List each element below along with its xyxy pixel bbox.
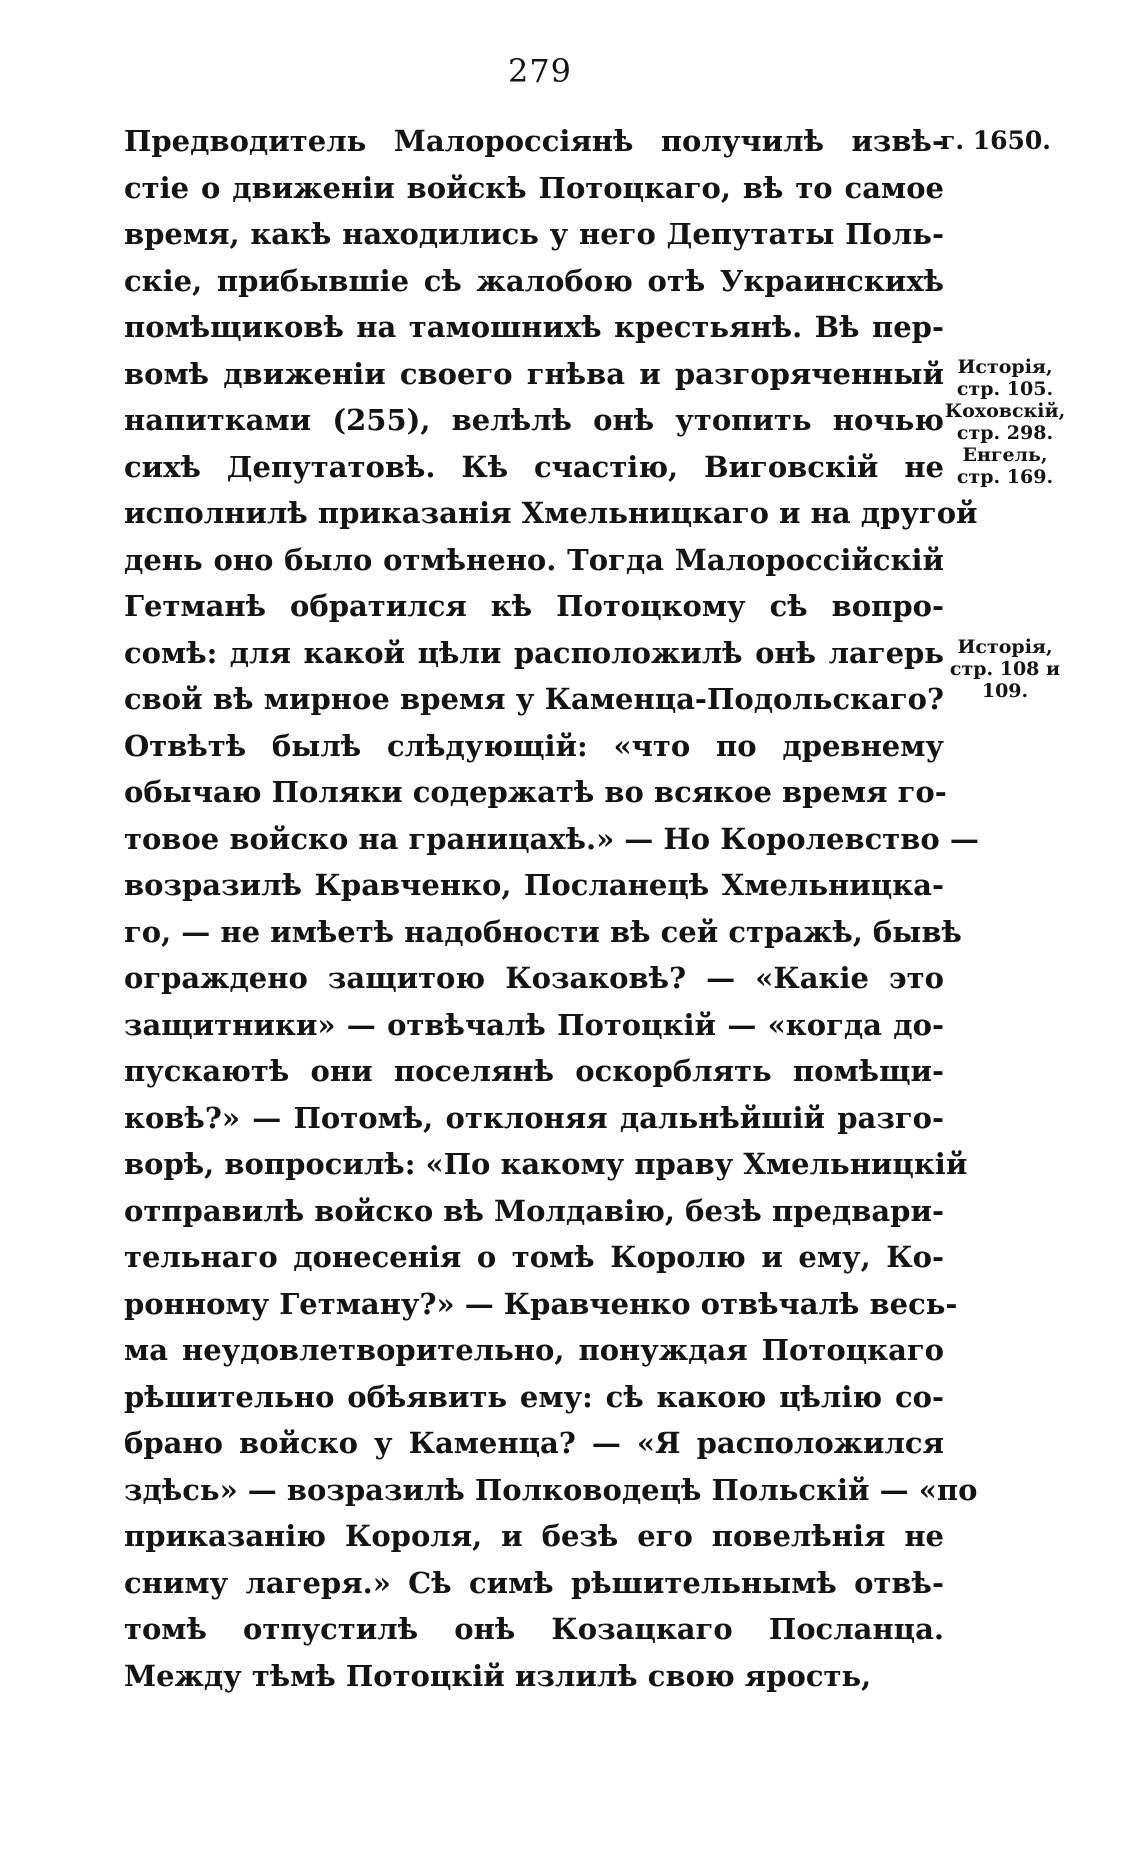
text-line: Гетманѣ обратился кѣ Потоцкому сѣ вопро- bbox=[124, 589, 944, 623]
margin-year: г. 1650. bbox=[940, 126, 1052, 155]
text-line: время, какѣ находились у него Депутаты Поль- bbox=[124, 217, 944, 251]
text-line: помѣщиковѣ на тамошнихѣ крестьянѣ. Вѣ пер- bbox=[124, 310, 944, 344]
text-line: возразилѣ Кравченко, Посланецѣ Хмельницка- bbox=[124, 868, 944, 902]
text-line: товое войско на границахѣ.» — Но Королевство — bbox=[124, 821, 979, 856]
text-line: ковѣ?» — Потомѣ, отклоняя дальнѣйшій разго- bbox=[124, 1100, 944, 1135]
text-line: сихѣ Депутатовѣ. Кѣ счастію, Виговскій не bbox=[124, 449, 944, 484]
margin-ref-line: Енгель, bbox=[962, 444, 1048, 466]
page-number: 279 bbox=[507, 52, 573, 90]
text-line: вомѣ движеніи своего гнѣва и разгоряченный bbox=[124, 356, 944, 391]
text-line: сомѣ: для какой цѣли расположилѣ онѣ лагерь bbox=[124, 635, 944, 670]
text-line: обычаю Поляки содержатѣ во всякое время го- bbox=[124, 775, 947, 809]
body-text bbox=[124, 118, 979, 1699]
text-line: брано войско у Каменца? — «Я расположился bbox=[124, 1426, 944, 1460]
text-line: го, — не имѣетѣ надобности вѣ сей стражѣ, бывѣ bbox=[124, 914, 962, 949]
margin-ref-line: стр. 108 и bbox=[949, 658, 1061, 680]
text-line: рѣшительно обѣявить ему: сѣ какою цѣлію со- bbox=[124, 1379, 944, 1414]
text-line: пускаютѣ они поселянѣ оскорблять помѣщи- bbox=[124, 1054, 944, 1088]
text-line: свой вѣ мирное время у Каменца-Подольскаго? bbox=[124, 682, 944, 716]
text-line: тельнаго донесенія о томѣ Королю и ему, Ко- bbox=[124, 1240, 944, 1274]
text-line: Между тѣмѣ Потоцкій излилѣ свою ярость, bbox=[124, 1658, 872, 1693]
margin-ref-history-2 bbox=[940, 636, 1070, 702]
margin-ref-line: стр. 105. bbox=[956, 378, 1054, 400]
margin-ref-line: Коховскій, bbox=[944, 400, 1066, 422]
text-line: приказанію Короля, и безѣ его повелѣнія не bbox=[124, 1519, 944, 1553]
text-line: скіе, прибывшіе сѣ жалобою отѣ Украинскихѣ bbox=[124, 263, 944, 298]
margin-ref-line: Исторія, bbox=[957, 636, 1053, 658]
text-line: ограждено защитою Козаковѣ? — «Какіе это bbox=[124, 961, 944, 995]
margin-ref-history bbox=[940, 356, 1070, 488]
margin-ref-line: стр. 298. bbox=[956, 422, 1054, 444]
text-line: ворѣ, вопросилѣ: «По какому праву Хмельницкій bbox=[124, 1147, 968, 1181]
text-line: томѣ отпустилѣ онѣ Козацкаго Посланца. bbox=[124, 1612, 944, 1646]
text-line: день оно было отмѣнено. Тогда Малороссійскій bbox=[124, 542, 944, 577]
text-line: отправилѣ войско вѣ Молдавію, безѣ предвари- bbox=[124, 1193, 944, 1228]
text-line: ма неудовлетворительно, понуждая Потоцкаго bbox=[124, 1333, 944, 1367]
text-line: здѣсь» — возразилѣ Полководецѣ Польскій — «по bbox=[124, 1472, 978, 1507]
text-line: защитники» — отвѣчалѣ Потоцкій — «когда до- bbox=[124, 1007, 944, 1042]
text-line: сниму лагеря.» Сѣ симѣ рѣшительнымѣ отвѣ- bbox=[124, 1565, 944, 1600]
text-line: исполнилѣ приказанія Хмельницкаго и на другой bbox=[124, 496, 978, 530]
text-line: Отвѣтѣ былѣ слѣдующій: «что по древнему bbox=[124, 728, 944, 763]
margin-ref-line: Исторія, bbox=[957, 356, 1053, 378]
text-line: напитками (255), велѣлѣ онѣ утопить ночью bbox=[124, 403, 944, 437]
text-line: ронному Гетману?» — Кравченко отвѣчалѣ весь- bbox=[124, 1286, 958, 1321]
text-line: стіе о движеніи войскѣ Потоцкаго, вѣ то самое bbox=[124, 170, 944, 205]
margin-ref-line: 109. bbox=[981, 680, 1029, 702]
text-line: Предводитель Малороссіянѣ получилѣ извѣ- bbox=[124, 124, 944, 158]
margin-ref-line: стр. 169. bbox=[956, 466, 1054, 488]
